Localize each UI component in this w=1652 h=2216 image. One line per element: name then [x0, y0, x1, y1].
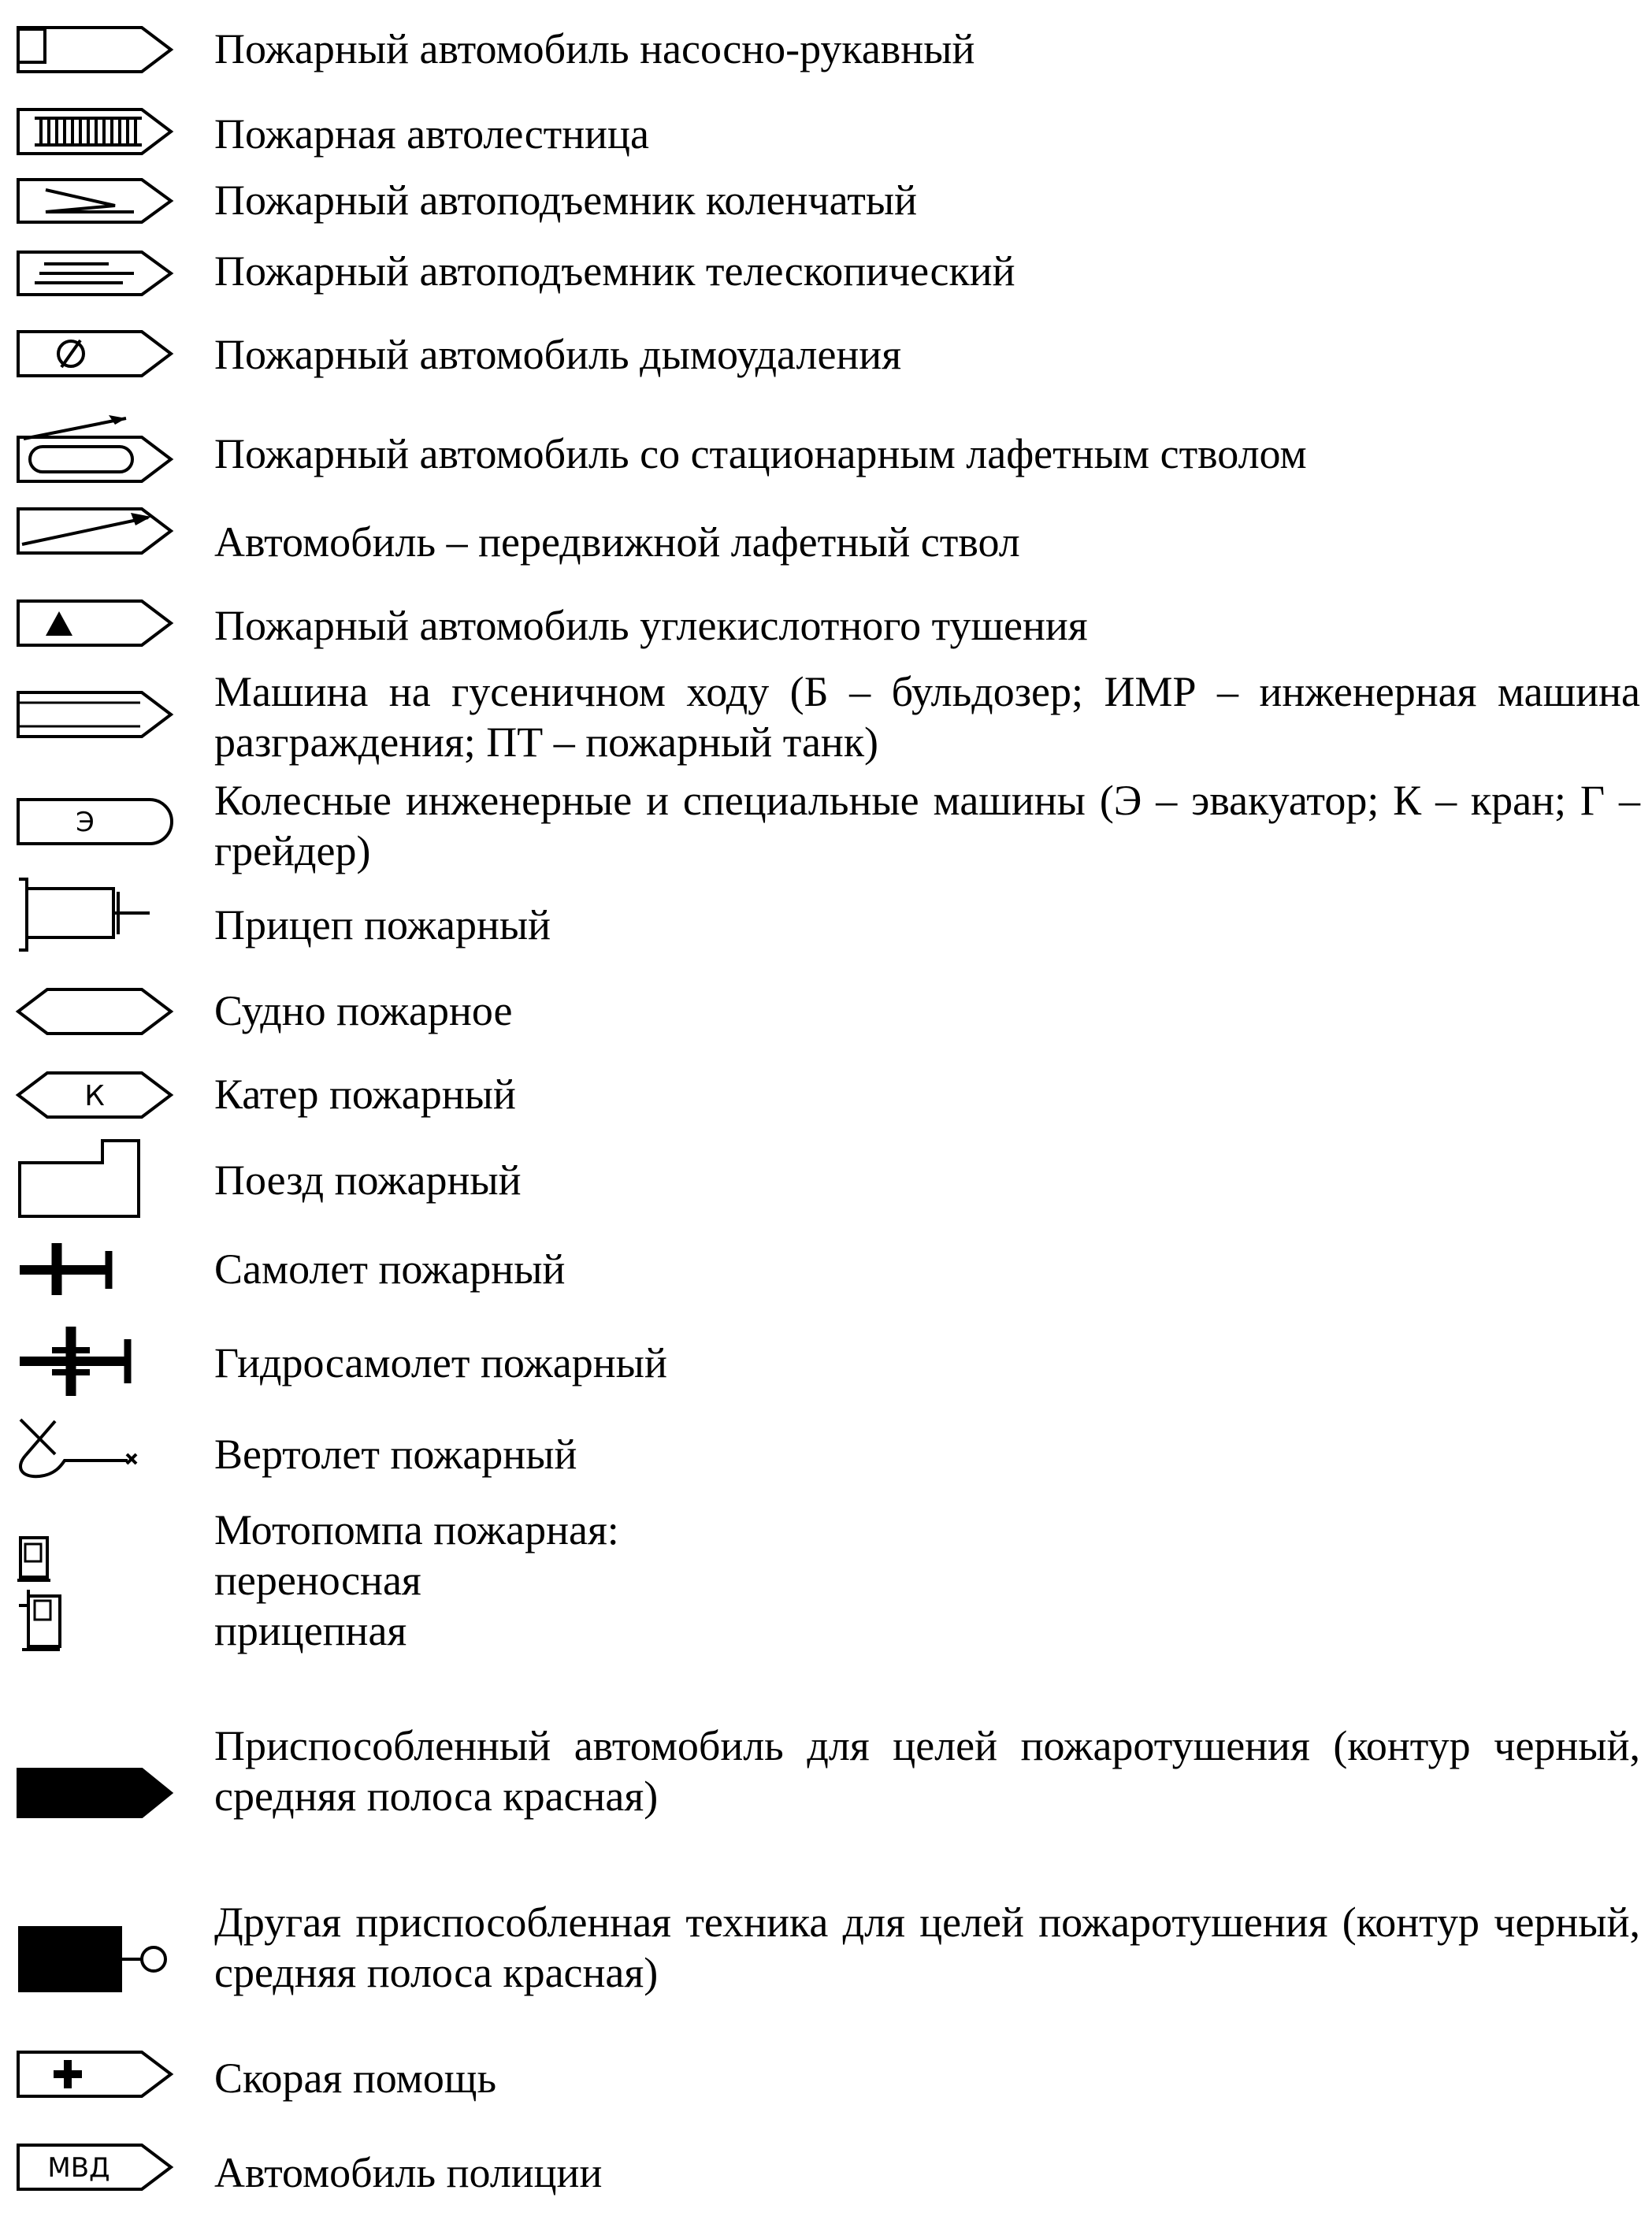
legend-label: Вертолет пожарный: [214, 1431, 577, 1478]
legend-label: Гидросамолет пожарный: [214, 1339, 667, 1386]
legend-label-main: Мотопомпа пожарная:: [214, 1506, 619, 1553]
tracked-vehicle-icon: [16, 690, 173, 739]
wheeled-vehicle-letter: Э: [76, 807, 95, 838]
police-car-icon: [16, 2143, 173, 2192]
legend-label: Пожарный автомобиль насосно-рукавный: [214, 25, 975, 72]
fire-vessel-icon: [16, 987, 173, 1036]
boat-letter: К: [84, 1080, 105, 1112]
mobile-monitor-icon: [16, 507, 173, 555]
fire-trailer-icon: [16, 874, 173, 953]
motor-pump-trailer-icon: [16, 1590, 71, 1656]
legend-label: Другая приспособленная техника для целей пожаротушения (контур черный, средняя полоса красная): [214, 1899, 1640, 1996]
police-symbol-text: МВД: [47, 2152, 110, 2184]
legend-label: Автомобиль – передвижной лафетный ствол: [214, 518, 1020, 566]
adapted-vehicle-icon: [16, 1767, 173, 1819]
articulated-lift-icon: [16, 177, 173, 225]
legend-label: Поезд пожарный: [214, 1156, 522, 1204]
pump-hose-truck-icon: [16, 25, 173, 74]
legend-label: Колесные инженерные и специальные машины (Э – эвакуатор; К – кран; Г – грейдер): [214, 777, 1640, 874]
legend-sub-trailer: прицепная: [214, 1607, 407, 1654]
legend-label: Самолет пожарный: [214, 1245, 566, 1293]
legend-label: Судно пожарное: [214, 987, 513, 1034]
ambulance-icon: [16, 2050, 173, 2099]
monitor-nozzle-truck-icon: [16, 414, 173, 484]
legend-label: Пожарный автомобиль со стационарным лафетным стволом: [214, 430, 1307, 477]
legend-label: [214, 1505, 1640, 1656]
legend-label: Прицеп пожарный: [214, 901, 551, 948]
co2-truck-icon: [16, 599, 173, 648]
aerial-ladder-icon: [16, 107, 173, 156]
telescopic-lift-icon: [16, 250, 173, 297]
legend-label: Пожарный автомобиль углекислотного тушения: [214, 602, 1088, 649]
legend-label: Автомобиль полиции: [214, 2149, 603, 2196]
fire-airplane-icon: [16, 1242, 173, 1297]
legend-label: Катер пожарный: [214, 1071, 516, 1118]
smoke-exhaust-truck-icon: [16, 329, 173, 378]
fire-helicopter-icon: [16, 1416, 173, 1479]
legend-label: Приспособленный автомобиль для целей пожаротушения (контур черный, средняя полоса красная): [214, 1722, 1640, 1820]
fire-boat-icon: [16, 1071, 173, 1119]
fire-train-icon: [16, 1139, 173, 1218]
legend-label: Скорая помощь: [214, 2055, 497, 2102]
legend-label: Пожарный автоподъемник телескопический: [214, 247, 1015, 295]
motor-pump-portable-icon: [16, 1535, 71, 1585]
adapted-equipment-icon: [16, 1924, 173, 1995]
legend-sub-portable: переносная: [214, 1557, 421, 1604]
wheeled-engineering-vehicle-icon: [16, 797, 173, 846]
seaplane-icon: [16, 1323, 173, 1398]
legend-label: Пожарная автолестница: [214, 110, 649, 158]
legend-label: Машина на гусеничном ходу (Б – бульдозер; ИМР – инженерная машина разграждения; ПТ – пожарный танк): [214, 668, 1640, 766]
legend-label: Пожарный автоподъемник коленчатый: [214, 176, 918, 224]
legend-label: Пожарный автомобиль дымоудаления: [214, 331, 902, 378]
